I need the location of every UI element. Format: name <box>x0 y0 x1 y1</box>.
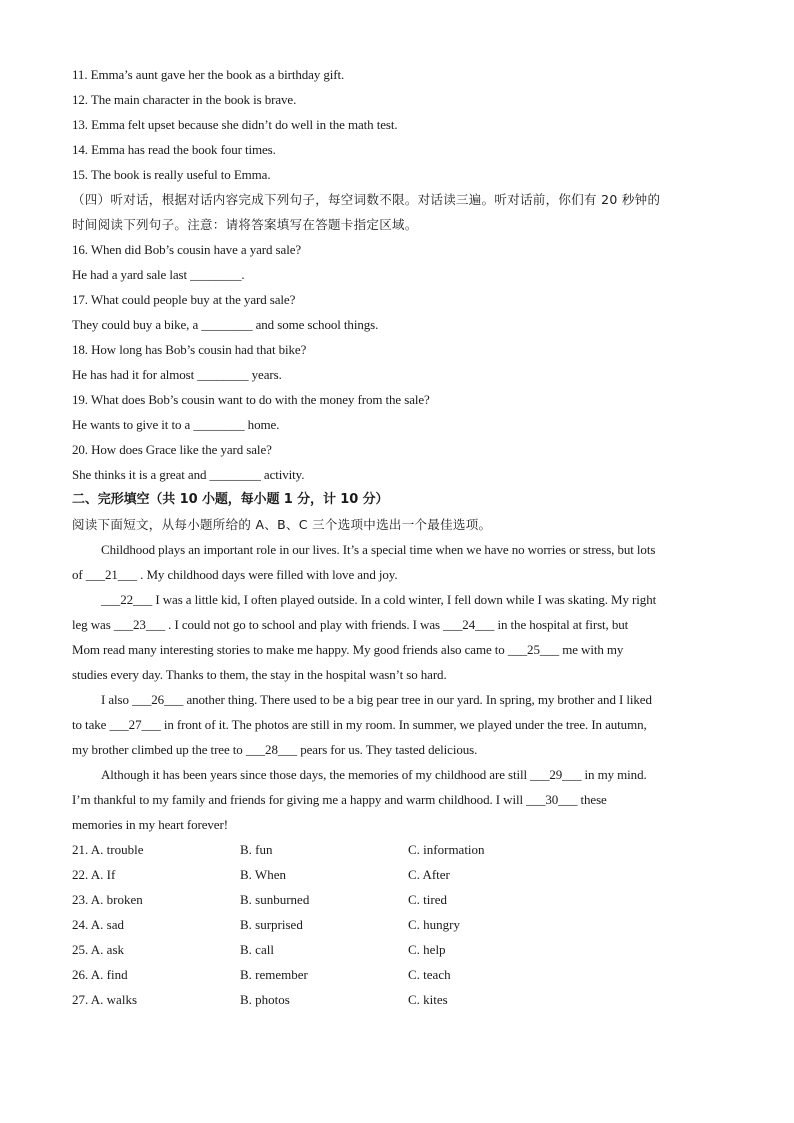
passage-line-4 <box>72 612 714 637</box>
passage-line-11 <box>72 787 714 812</box>
passage-text: . I could not go to school and play with friends. I was <box>168 617 444 632</box>
passage-line-10 <box>72 762 714 787</box>
option-a: 23. A. broken <box>72 892 143 907</box>
option-c: C. tired <box>408 892 447 907</box>
option-a: 22. A. If <box>72 867 116 882</box>
passage-line-6: studies every day. Thanks to them, the stay in the hospital wasn’t so hard. <box>72 667 447 682</box>
statement-13: 13. Emma felt upset because she didn’t do well in the math test. <box>72 117 398 132</box>
passage-text: Although it has been years since those days, the memories of my childhood are still <box>101 767 531 782</box>
blank-23: ___23___ <box>113 617 169 632</box>
option-c: C. After <box>408 867 450 882</box>
answer-17: They could buy a bike, a ________ and some school things. <box>72 317 379 332</box>
option-b: B. remember <box>240 967 308 982</box>
statement-12: 12. The main character in the book is brave. <box>72 92 297 107</box>
blank-22: ___22___ <box>101 592 153 607</box>
blank-30: ___30___ <box>526 792 581 807</box>
question-18: 18. How long has Bob’s cousin had that bike? <box>72 342 307 357</box>
blank-26: ___26___ <box>132 692 187 707</box>
option-b: B. When <box>240 867 286 882</box>
option-c: C. kites <box>408 992 448 1007</box>
options-26 <box>72 962 714 987</box>
statement-15: 15. The book is really useful to Emma. <box>72 167 271 182</box>
option-c: C. information <box>408 842 485 857</box>
passage-line-1: Childhood plays an important role in our lives. It’s a special time when we have no worries or stress, but lots <box>101 542 656 557</box>
passage-text: me with my <box>562 642 624 657</box>
options-25 <box>72 937 714 962</box>
question-19: 19. What does Bob’s cousin want to do with the money from the sale? <box>72 392 430 407</box>
option-b: B. surprised <box>240 917 303 932</box>
blank-25: ___25___ <box>507 642 563 657</box>
option-a: 24. A. sad <box>72 917 124 932</box>
option-b: B. sunburned <box>240 892 310 907</box>
options-27 <box>72 987 714 1012</box>
options-23 <box>72 887 714 912</box>
passage-line-7 <box>72 687 714 712</box>
blank-24: ___24___ <box>443 617 498 632</box>
option-a: 25. A. ask <box>72 942 124 957</box>
passage-line-8 <box>72 712 714 737</box>
question-17: 17. What could people buy at the yard sale? <box>72 292 296 307</box>
option-b: B. call <box>240 942 274 957</box>
option-a: 26. A. find <box>72 967 128 982</box>
passage-text: in front of it. The photos are still in my room. In summer, we played under the tree. In autumn, <box>163 717 647 732</box>
part2-heading: 二、完形填空（共 10 小题，每小题 1 分，计 10 分） <box>72 492 389 507</box>
passage-text: another thing. There used to be a big pear tree in our yard. In spring, my brother and I liked <box>186 692 652 707</box>
passage-text: I also <box>101 692 133 707</box>
passage-line-2 <box>72 562 714 587</box>
statement-14: 14. Emma has read the book four times. <box>72 142 276 157</box>
section4-instruction-line2: 时间阅读下列句子。注意：请将答案填写在答题卡指定区域。 <box>72 217 418 232</box>
option-c: C. hungry <box>408 917 460 932</box>
passage-text: in my mind. <box>584 767 647 782</box>
part2-instruction: 阅读下面短文，从每小题所给的 A、B、C 三个选项中选出一个最佳选项。 <box>72 517 492 532</box>
passage-text: I was a little kid, I often played outside. In a cold winter, I fell down while I was skating. My right <box>152 592 657 607</box>
passage-text: . My childhood days were filled with love and joy. <box>140 567 398 582</box>
options-21 <box>72 837 714 862</box>
answer-19: He wants to give it to a ________ home. <box>72 417 280 432</box>
option-c: C. help <box>408 942 446 957</box>
passage-text: my brother climbed up the tree to <box>72 742 246 757</box>
question-16: 16. When did Bob’s cousin have a yard sale? <box>72 242 302 257</box>
option-a: 27. A. walks <box>72 992 137 1007</box>
passage-text: to take <box>72 717 110 732</box>
passage-text: these <box>580 792 607 807</box>
option-a: 21. A. trouble <box>72 842 144 857</box>
answer-20: She thinks it is a great and ________ activity. <box>72 467 305 482</box>
blank-21: ___21___ <box>85 567 141 582</box>
passage-line-12: memories in my heart forever! <box>72 817 228 832</box>
passage-text: I’m thankful to my family and friends for giving me a happy and warm childhood. I will <box>72 792 527 807</box>
options-22 <box>72 862 714 887</box>
answer-16: He had a yard sale last ________. <box>72 267 245 282</box>
option-b: B. fun <box>240 842 273 857</box>
passage-line-5 <box>72 637 714 662</box>
answer-18: He has had it for almost ________ years. <box>72 367 282 382</box>
option-b: B. photos <box>240 992 290 1007</box>
exam-page <box>72 62 714 1012</box>
passage-text: Mom read many interesting stories to make me happy. My good friends also came to <box>72 642 508 657</box>
passage-text: pears for us. They tasted delicious. <box>300 742 478 757</box>
passage-text: leg was <box>72 617 114 632</box>
section4-instruction-line1: （四）听对话，根据对话内容完成下列句子，每空词数不限。对话读三遍。听对话前，你们有 20 秒钟的 <box>72 192 661 207</box>
blank-28: ___28___ <box>245 742 301 757</box>
options-24 <box>72 912 714 937</box>
option-c: C. teach <box>408 967 451 982</box>
blank-29: ___29___ <box>530 767 585 782</box>
question-20: 20. How does Grace like the yard sale? <box>72 442 272 457</box>
passage-text: of <box>72 567 86 582</box>
passage-text: in the hospital at first, but <box>497 617 629 632</box>
blank-27: ___27___ <box>109 717 164 732</box>
passage-line-3 <box>72 587 714 612</box>
statement-11: 11. Emma’s aunt gave her the book as a birthday gift. <box>72 67 345 82</box>
passage-line-9 <box>72 737 714 762</box>
